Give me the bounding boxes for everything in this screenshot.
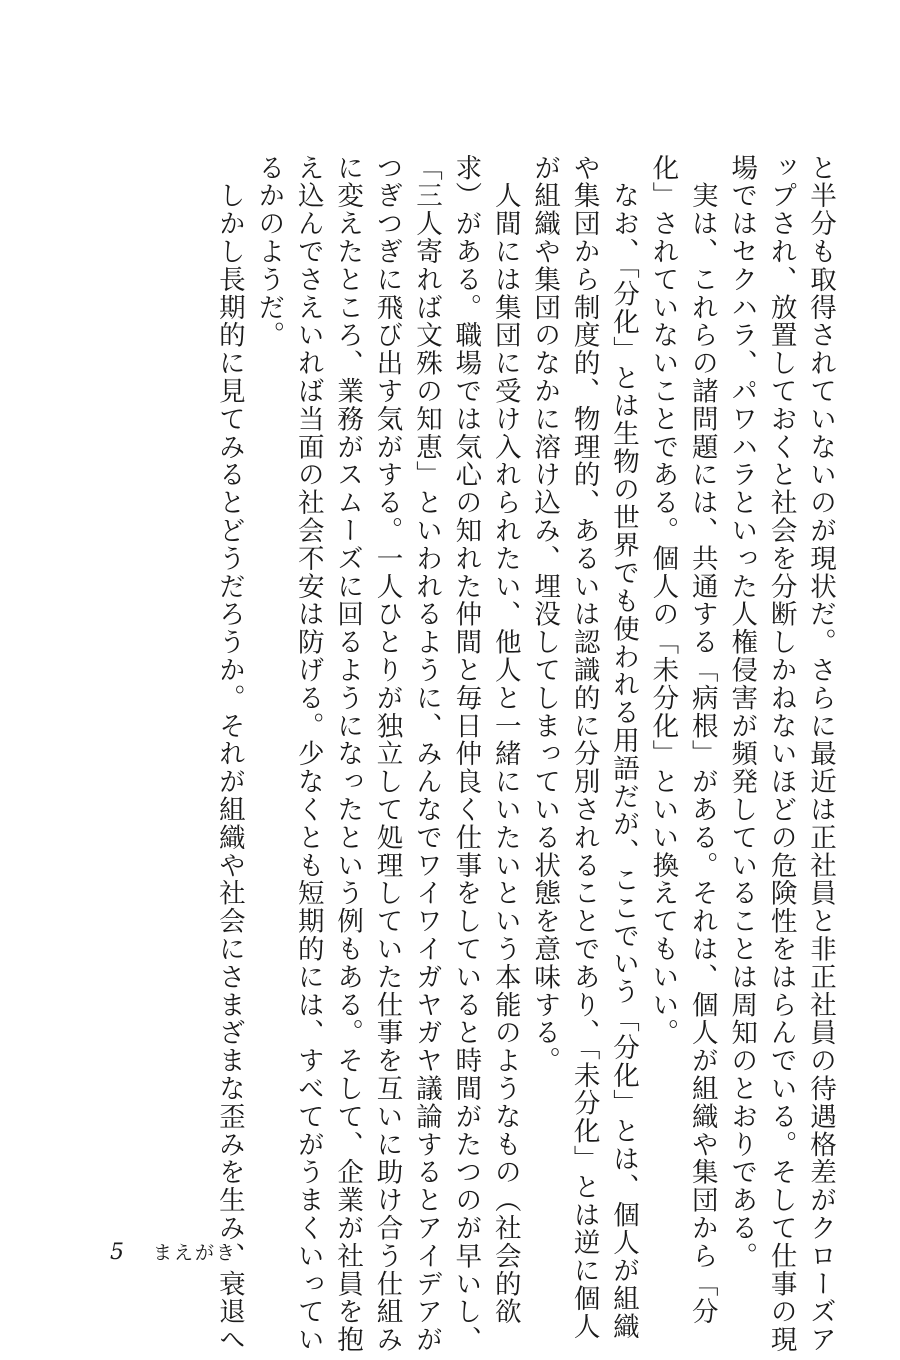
text-line: 場ではセクハラ、パワハラといった人権侵害が頻発していることは周知のとおりである。: [726, 154, 758, 1270]
text-line: ップされ、放置しておくと社会を分断しかねないほどの危険性をはらんでいる。そして仕事の現: [765, 154, 797, 1354]
text-line: や集団から制度的、物理的、あるいは認識的に分別されることであり、「未分化」とは逆に個人: [568, 154, 600, 1341]
page-footer: [110, 1238, 237, 1265]
text-line: なお、「分化」とは生物の世界でも使われる用語だが、ここでいう「分化」とは、個人が組織: [607, 154, 639, 1341]
text-line: 実は、これらの諸問題には、共通する「病根」がある。それは、個人が組織や集団から「分: [686, 154, 718, 1326]
text-line: 求）がある。職場では気心の知れた仲間と毎日仲良く仕事をしていると時間がたつのが早いし、: [450, 154, 482, 1354]
text-line: 「三人寄れば文殊の知恵」といわれるように、みんなでワイワイガヤガヤ議論するとアイデアが: [410, 154, 442, 1354]
text-line: が組織や集団のなかに溶け込み、埋没してしまっている状態を意味する。: [529, 154, 561, 1075]
text-line: え込んでさえいれば当面の社会不安は防げる。少なくとも短期的には、すべてがうまくいってい: [292, 154, 324, 1354]
text-line: に変えたところ、業務がスムーズに回るようになったという例もある。そして、企業が社員を抱: [332, 154, 364, 1354]
text-line: しかし長期的に見てみるとどうだろうか。それが組織や社会にさまざまな歪みを生み、衰退へ: [213, 154, 245, 1354]
text-line: 化」されていないことである。個人の「未分化」といい換えてもいい。: [647, 154, 679, 1047]
running-head: まえがき: [153, 1242, 238, 1264]
text-line: るかのようだ。: [253, 154, 285, 350]
text-line: と半分も取得されていないのが現状だ。さらに最近は正社員と非正社員の待遇格差がクローズア: [805, 154, 836, 1354]
text-line: つぎつぎに飛び出す気がする。一人ひとりが独立して処理していた仕事を互いに助け合う仕組み: [371, 154, 403, 1354]
page-number: 5: [110, 1240, 126, 1265]
text-line: 人間には集団に受け入れられたい、他人と一緒にいたいという本能のようなもの（社会的欲: [489, 154, 521, 1326]
